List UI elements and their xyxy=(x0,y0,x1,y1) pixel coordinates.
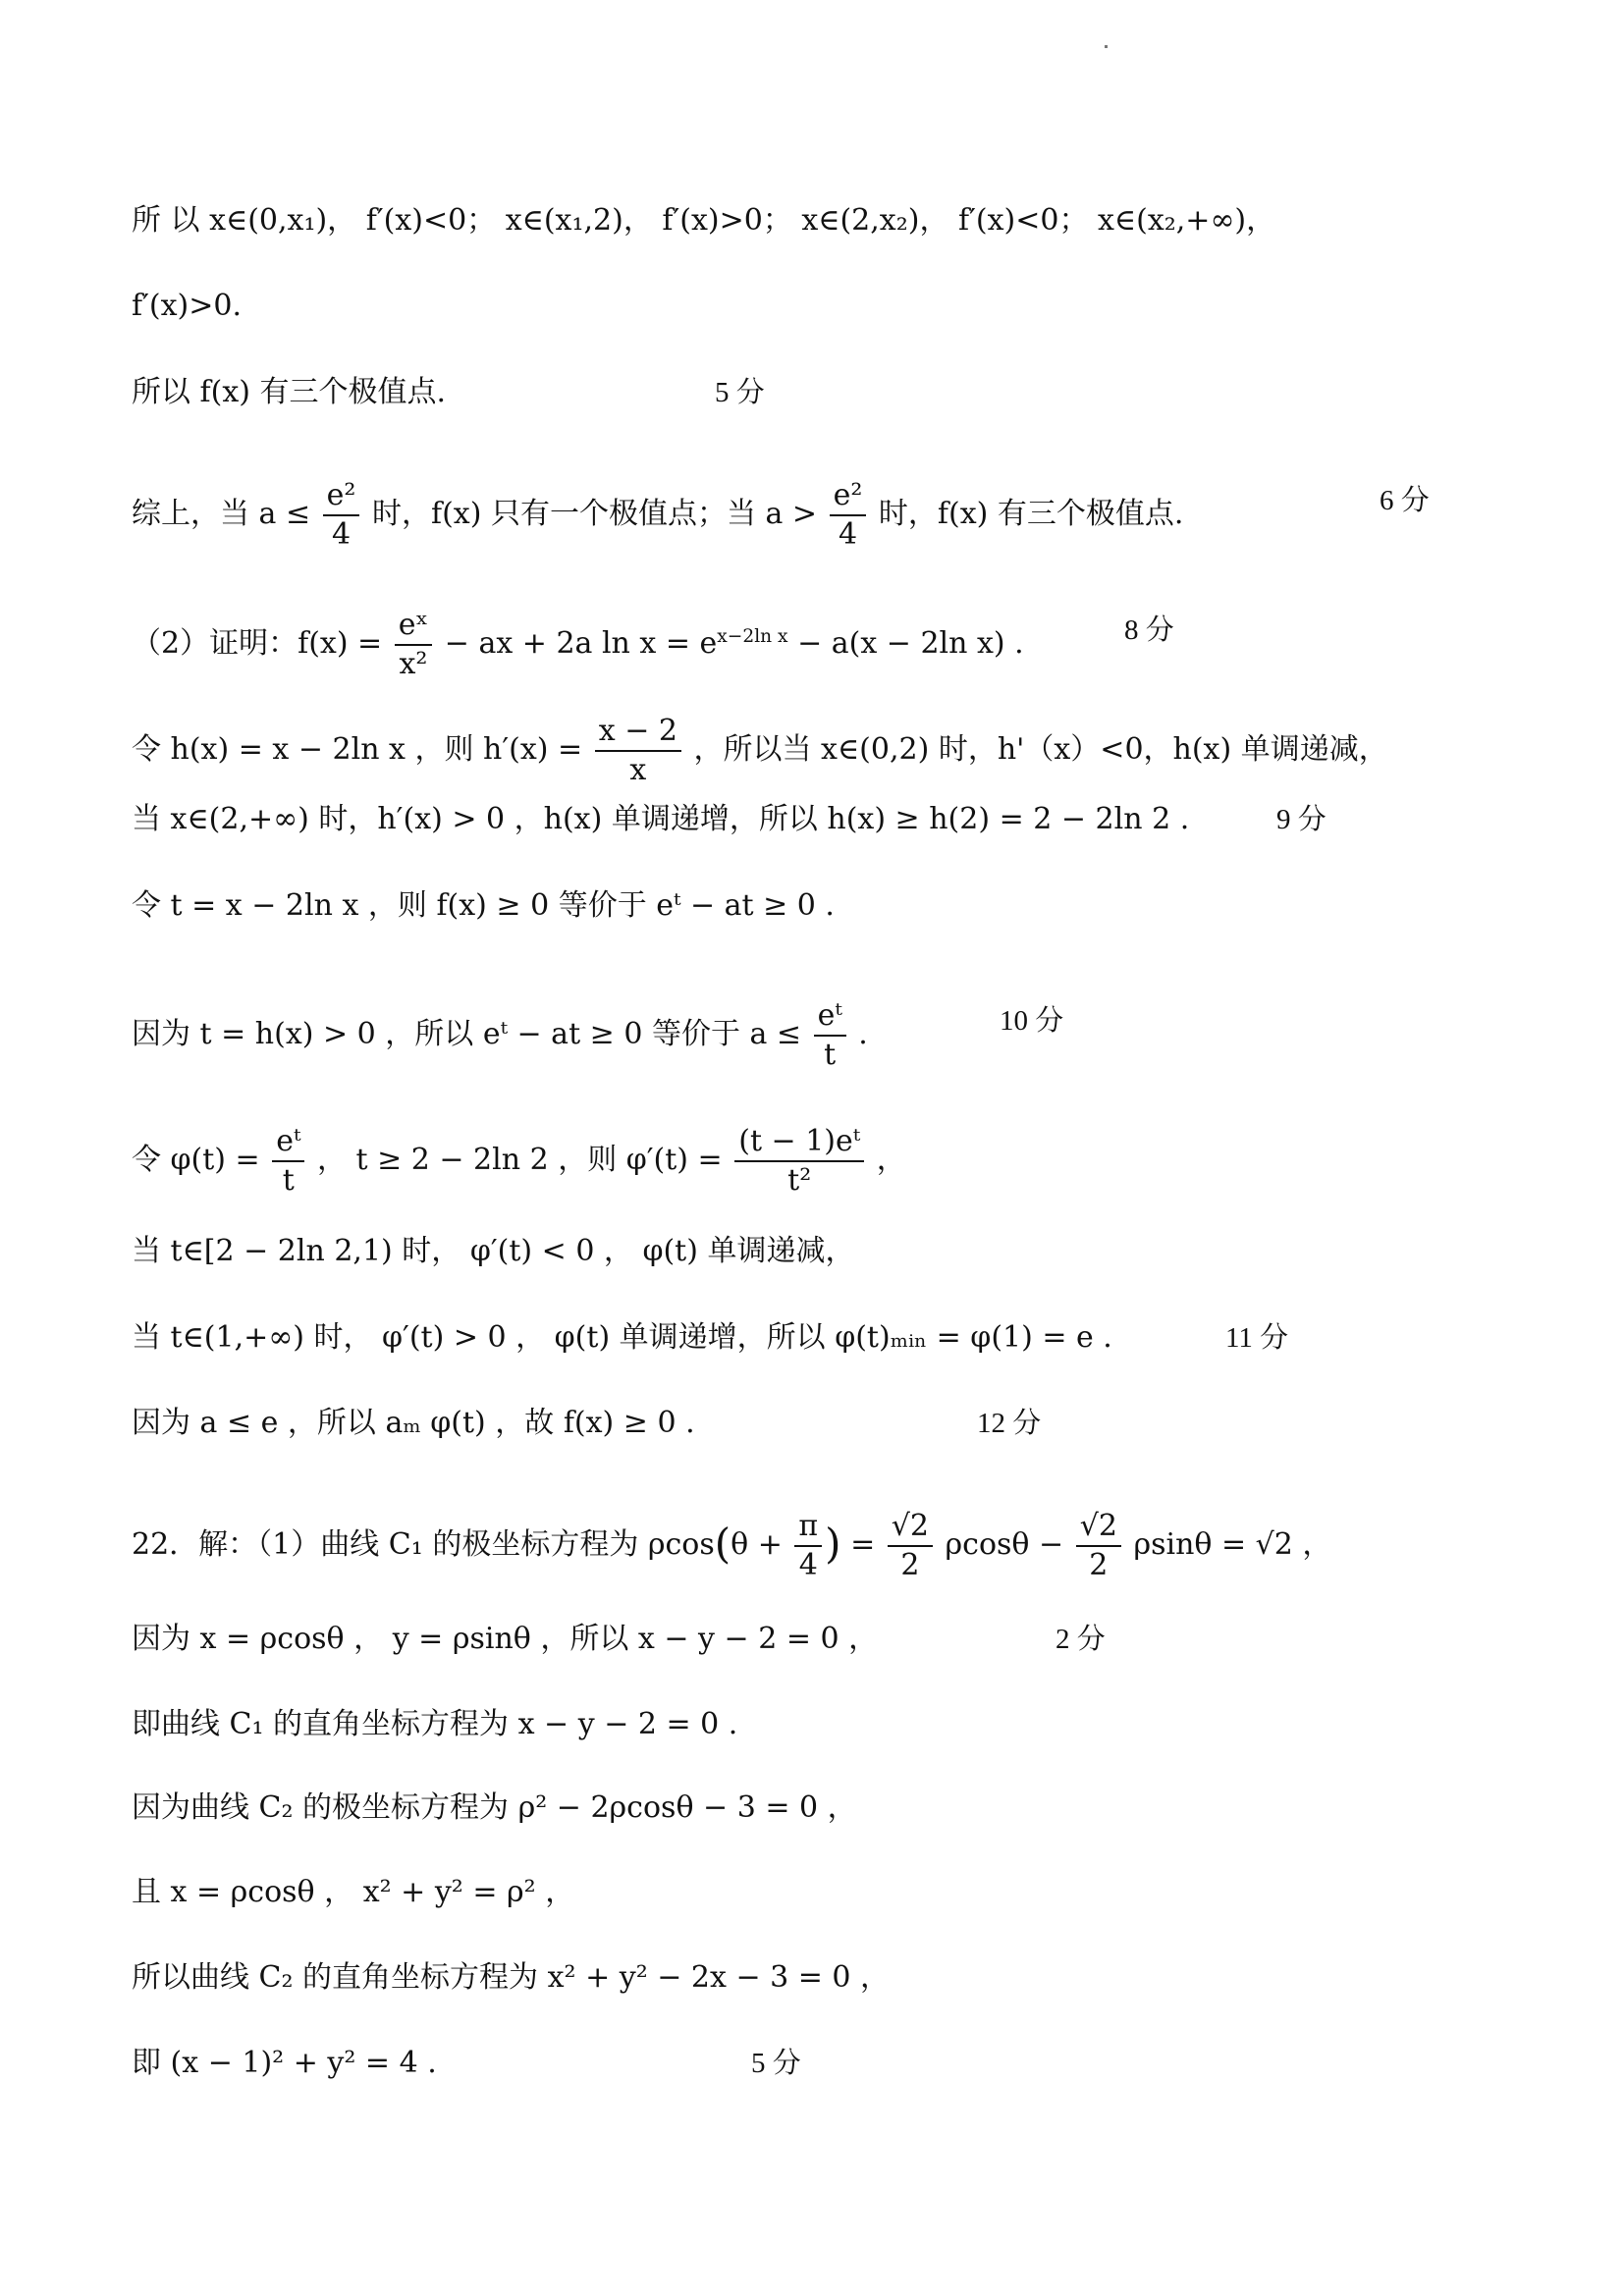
line-text: 时，f(x) 只有一个极值点；当 a > xyxy=(371,497,818,531)
line-text: ， xyxy=(876,1143,906,1177)
fraction-denominator: t xyxy=(282,1163,295,1198)
line-text: （2）证明：f(x) = xyxy=(132,626,383,661)
line-text: ， t ≥ 2 − 2ln 2 ，则 φ′(t) = xyxy=(316,1143,723,1177)
line-text: 当 t∈[2 − 2ln 2,1) 时， φ′(t) < 0 ， φ(t) 单调递减， xyxy=(132,1234,855,1268)
paren-open: ( xyxy=(714,1520,731,1568)
fraction-numerator: e² xyxy=(830,481,867,516)
fraction xyxy=(323,478,360,552)
fraction-denominator: 4 xyxy=(798,1548,818,1582)
fraction-numerator: √2 xyxy=(888,1512,933,1547)
line-text: ρsinθ = √2 ， xyxy=(1133,1527,1332,1562)
fraction xyxy=(734,1124,864,1198)
line-text: 22．解：（1）曲线 C₁ 的极坐标方程为 ρcos xyxy=(132,1527,715,1562)
line-text: 因为 t = h(x) > 0 ，所以 eᵗ − at ≥ 0 等价于 a ≤ xyxy=(132,1017,802,1051)
fraction xyxy=(272,1124,304,1198)
fraction-denominator: 4 xyxy=(838,517,858,552)
fraction-numerator: eᵗ xyxy=(814,1001,846,1037)
line-text: 因为 a ≤ e ，所以 aₘ φ(t) ，故 f(x) ≥ 0 . xyxy=(132,1406,695,1440)
exponent: x−2ln x xyxy=(717,626,788,647)
line-intervals xyxy=(132,201,1506,240)
line-text: 即 (x − 1)² + y² = 4 . xyxy=(132,2046,437,2080)
score-mark: 5 分 xyxy=(751,2048,801,2079)
fraction-numerator: eᵗ xyxy=(272,1127,304,1162)
line-text: ，所以当 x∈(0,2) 时，h'（x）<0，h(x) 单调递减， xyxy=(693,732,1388,767)
fraction xyxy=(888,1509,933,1582)
score-mark: 12 分 xyxy=(977,1408,1042,1439)
line-c2-polar xyxy=(132,1789,1506,1828)
line-text: 时，f(x) 有三个极值点. xyxy=(878,497,1184,531)
score-mark: 9 分 xyxy=(1276,804,1326,835)
fraction xyxy=(595,714,681,787)
line-conversion xyxy=(132,1620,1506,1659)
fraction xyxy=(830,478,867,552)
score-mark: 10 分 xyxy=(1000,1005,1064,1037)
line-text: − ax + 2a ln x = e xyxy=(444,626,718,661)
line-text: . xyxy=(858,1017,868,1051)
line-text: f′(x)>0. xyxy=(132,289,243,323)
line-text: 令 t = x − 2ln x ，则 f(x) ≥ 0 等价于 eᵗ − at ≥ 0 . xyxy=(132,888,835,923)
line-define-phi xyxy=(132,1124,1506,1198)
fraction-numerator: e² xyxy=(323,481,360,516)
fraction-numerator: x − 2 xyxy=(595,717,681,752)
score-mark: 8 分 xyxy=(1124,614,1174,646)
line-text: 当 t∈(1,+∞) 时， φ′(t) > 0 ， φ(t) 单调递增，所以 φ(t)ₘᵢₙ = φ(1) = e . xyxy=(132,1320,1112,1355)
scan-speck xyxy=(1105,45,1108,48)
score-mark: 2 分 xyxy=(1056,1624,1106,1655)
fraction-numerator: √2 xyxy=(1076,1512,1121,1547)
line-text: 所以 f(x) 有三个极值点. xyxy=(132,375,447,409)
fraction xyxy=(794,1509,822,1582)
fraction-denominator: 2 xyxy=(1089,1548,1109,1582)
line-text: 令 φ(t) = xyxy=(132,1143,260,1177)
score-mark: 6 分 xyxy=(1380,485,1430,516)
fraction xyxy=(1076,1509,1121,1582)
line-equivalence xyxy=(132,998,1506,1072)
line-text: 综上，当 a ≤ xyxy=(132,497,311,531)
line-text: 因为曲线 C₂ 的极坐标方程为 ρ² − 2ρcosθ − 3 = 0 ， xyxy=(132,1790,857,1825)
fraction-numerator: π xyxy=(794,1512,822,1547)
line-phi-increasing xyxy=(132,1318,1506,1358)
line-text: θ + xyxy=(731,1527,783,1562)
paren-close: ) xyxy=(825,1520,841,1568)
line-c2-cartesian xyxy=(132,1958,1506,1998)
line-q22-polar xyxy=(132,1509,1506,1582)
line-text: 当 x∈(2,+∞) 时，h′(x) > 0 ，h(x) 单调递增，所以 h(x) ≥ h(2) = 2 − 2ln 2 . xyxy=(132,802,1190,836)
line-derivative-positive xyxy=(132,287,1506,326)
fraction-numerator: (t − 1)eᵗ xyxy=(734,1127,864,1162)
fraction-denominator: 4 xyxy=(332,517,352,552)
score-mark: 5 分 xyxy=(715,377,765,408)
line-proof-start xyxy=(132,608,1506,681)
fraction-denominator: x² xyxy=(399,647,428,681)
fraction xyxy=(395,608,432,681)
line-circle-form xyxy=(132,2044,1506,2083)
line-c1-cartesian xyxy=(132,1705,1506,1744)
line-text: = xyxy=(850,1527,876,1562)
fraction-denominator: t xyxy=(824,1038,837,1072)
line-text: 令 h(x) = x − 2ln x ，则 h′(x) = xyxy=(132,732,583,767)
line-text: 所以曲线 C₂ 的直角坐标方程为 x² + y² − 2x − 3 = 0 ， xyxy=(132,1960,891,1995)
fraction-denominator: x xyxy=(629,753,647,787)
fraction-denominator: t² xyxy=(787,1163,812,1198)
fraction-denominator: 2 xyxy=(900,1548,920,1582)
line-conclusion xyxy=(132,1404,1506,1443)
line-substitution xyxy=(132,886,1506,926)
fraction xyxy=(814,998,846,1072)
fraction-numerator: eˣ xyxy=(395,611,432,646)
line-text: 即曲线 C₁ 的直角坐标方程为 x − y − 2 = 0 . xyxy=(132,1707,738,1741)
score-mark: 11 分 xyxy=(1225,1322,1289,1354)
line-text: 所 以 x∈(0,x₁)， f′(x)<0； x∈(x₁,2)， f′(x)>0； x∈(2,x₂)， f′(x)<0； x∈(x₂,+∞)， xyxy=(132,203,1276,238)
line-text: − a(x − 2ln x) . xyxy=(797,626,1024,661)
line-relations xyxy=(132,1873,1506,1912)
line-summary xyxy=(132,478,1506,552)
line-text: 且 x = ρcosθ ， x² + y² = ρ² ， xyxy=(132,1875,575,1909)
line-text: ρcosθ − xyxy=(945,1527,1064,1562)
line-text: 因为 x = ρcosθ ， y = ρsinθ ，所以 x − y − 2 = 0 ， xyxy=(132,1622,879,1656)
line-define-h xyxy=(132,714,1506,787)
line-phi-decreasing xyxy=(132,1232,1506,1271)
line-three-extrema xyxy=(132,373,1506,412)
